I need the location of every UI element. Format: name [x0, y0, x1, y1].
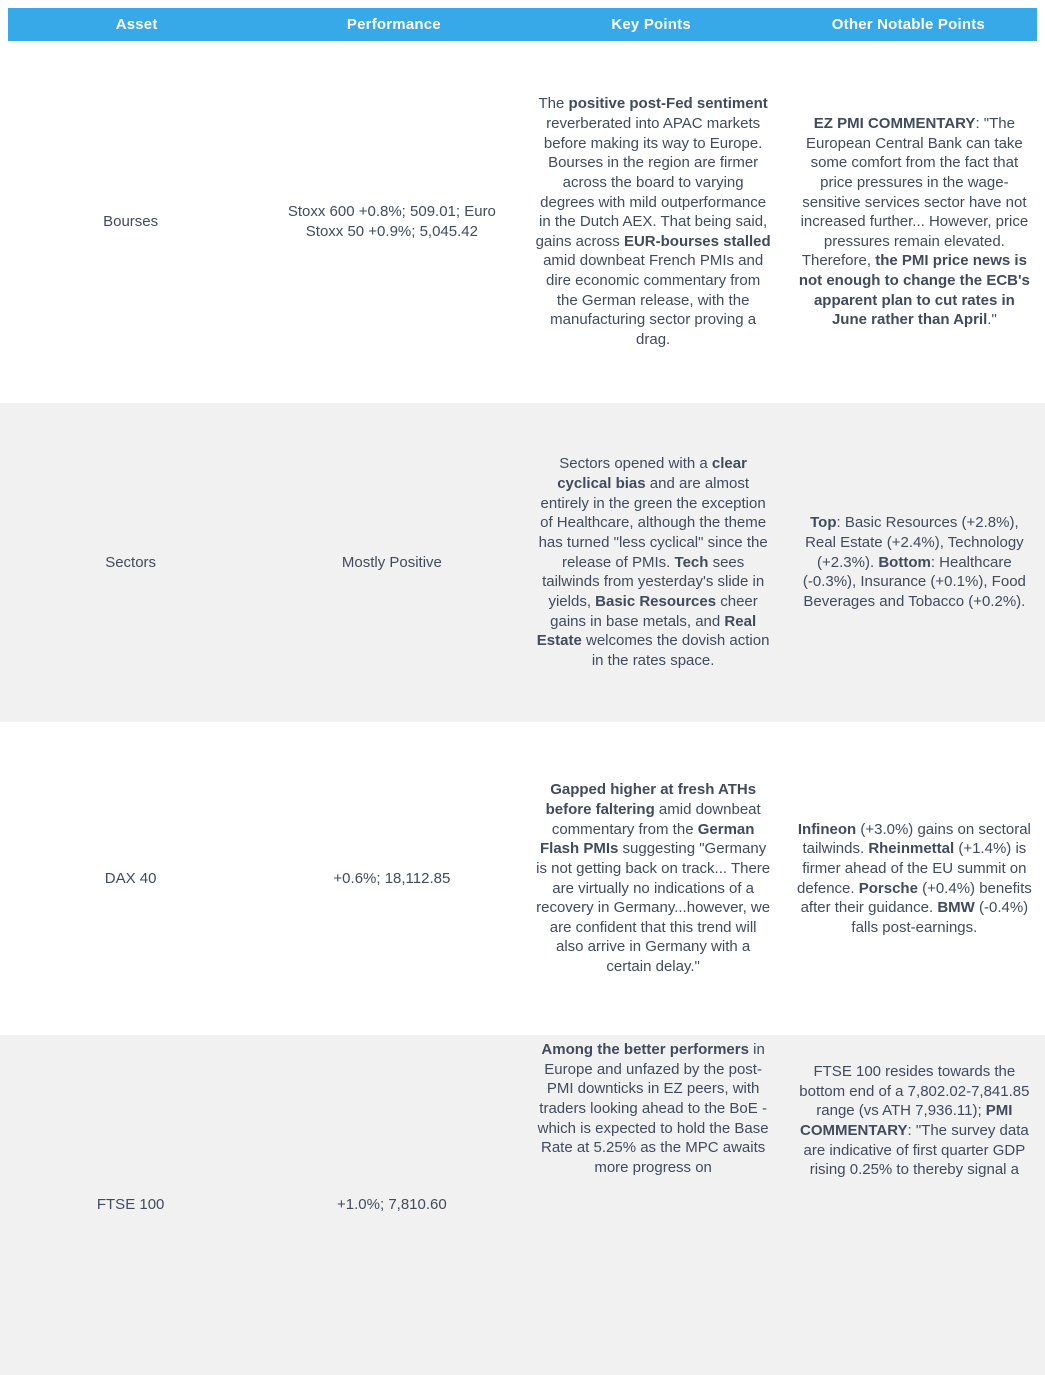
performance-text: Stoxx 600 +0.8%; 509.01; Euro Stoxx 50 +0.9%; 5,045.42 — [287, 203, 496, 240]
asset-cell — [0, 403, 261, 722]
header-performance: Performance — [346, 16, 441, 33]
key-points-cell — [523, 403, 784, 722]
header-asset: Asset — [115, 16, 158, 33]
asset-cell — [0, 1035, 261, 1375]
key-points-cell — [523, 722, 784, 1035]
performance-text: +0.6%; 18,112.85 — [333, 869, 451, 887]
market-briefing-table — [0, 8, 1045, 1375]
header-key-points: Key Points — [611, 16, 691, 33]
key-points-cell — [523, 1035, 784, 1375]
performance-text: Mostly Positive — [341, 553, 442, 571]
asset-label: Bourses — [103, 213, 159, 231]
key-points-text: Among the better performers in Europe and unfazed by the post-PMI downticks in EZ peers, with traders looking ahead to the BoE - which is expected to hold the Base Rate at 5.25% as the MPC awaits more progress on — [537, 1041, 769, 1176]
performance-cell — [261, 41, 522, 403]
asset-cell — [0, 722, 261, 1035]
performance-text: +1.0%; 7,810.60 — [337, 1196, 447, 1214]
table-row-sectors — [0, 403, 1045, 722]
other-points-text: FTSE 100 resides towards the bottom end of a 7,802.02-7,841.85 range (vs ATH 7,936.11); PMI COMMENTARY: "The survey data are indicative of first quarter GDP rising 0.25% to thereby signal a — [799, 1063, 1030, 1179]
table-row-ftse-100 — [0, 1035, 1045, 1375]
other-points-cell — [784, 403, 1045, 722]
other-points-cell — [784, 722, 1045, 1035]
table-row-bourses — [0, 41, 1045, 403]
asset-label: DAX 40 — [104, 869, 157, 887]
table-body — [0, 41, 1045, 1375]
other-points-text: Infineon (+3.0%) gains on sectoral tailwinds. Rheinmettal (+1.4%) is firmer ahead of the EU summit on defence. Porsche (+0.4%) benefits after their guidance. BMW (-0.4%) falls post-earnings. — [797, 820, 1032, 936]
asset-cell — [0, 41, 261, 403]
asset-label: Sectors — [105, 553, 157, 571]
table-header-row — [8, 8, 1037, 41]
table-row-dax-40 — [0, 722, 1045, 1035]
performance-cell — [261, 722, 522, 1035]
asset-label: FTSE 100 — [96, 1196, 165, 1214]
other-points-cell — [784, 41, 1045, 403]
key-points-text: Gapped higher at fresh ATHs before faltering amid downbeat commentary from the German Flash PMIs suggesting "Germany is not getting back on track... There are virtually no indications of a recovery in Germany...however, we are confident that this trend will also arrive in Germany with a certain delay." — [536, 781, 771, 976]
other-points-cell — [784, 1035, 1045, 1375]
key-points-text: Sectors opened with a clear cyclical bias and are almost entirely in the green the exception of Healthcare, although the theme has turned "less cyclical" since the release of PMIs. Tech sees tailwinds from yesterday's slide in yields, Basic Resources cheer gains in base metals, and Real Estate welcomes the dovish action in the rates space. — [536, 455, 770, 669]
key-points-text: The positive post-Fed sentiment reverberated into APAC markets before making its way to Europe. Bourses in the region are firmer across the board to varying degrees with mild outperformance in the Dutch AEX. That being said, gains across EUR-bourses stalled amid downbeat French PMIs and dire economic commentary from the German release, with the manufacturing sector proving a drag. — [535, 95, 771, 349]
other-points-text: Top: Basic Resources (+2.8%), Real Estate (+2.4%), Technology (+2.3%). Bottom: Healthcare (-0.3%), Insurance (+0.1%), Food Beverages and Tobacco (+0.2%). — [802, 514, 1026, 610]
key-points-cell — [523, 41, 784, 403]
performance-cell — [261, 403, 522, 722]
performance-cell — [261, 1035, 522, 1375]
other-points-text: EZ PMI COMMENTARY: "The European Central Bank can take some comfort from the fact that price pressures in the wage-sensitive services sector have not increased further... However, price pressures remain elevated. Therefore, the PMI price news is not enough to change the ECB's apparent plan to cut rates in June rather than April." — [798, 114, 1030, 329]
header-other-notable-points: Other Notable Points — [831, 16, 985, 33]
